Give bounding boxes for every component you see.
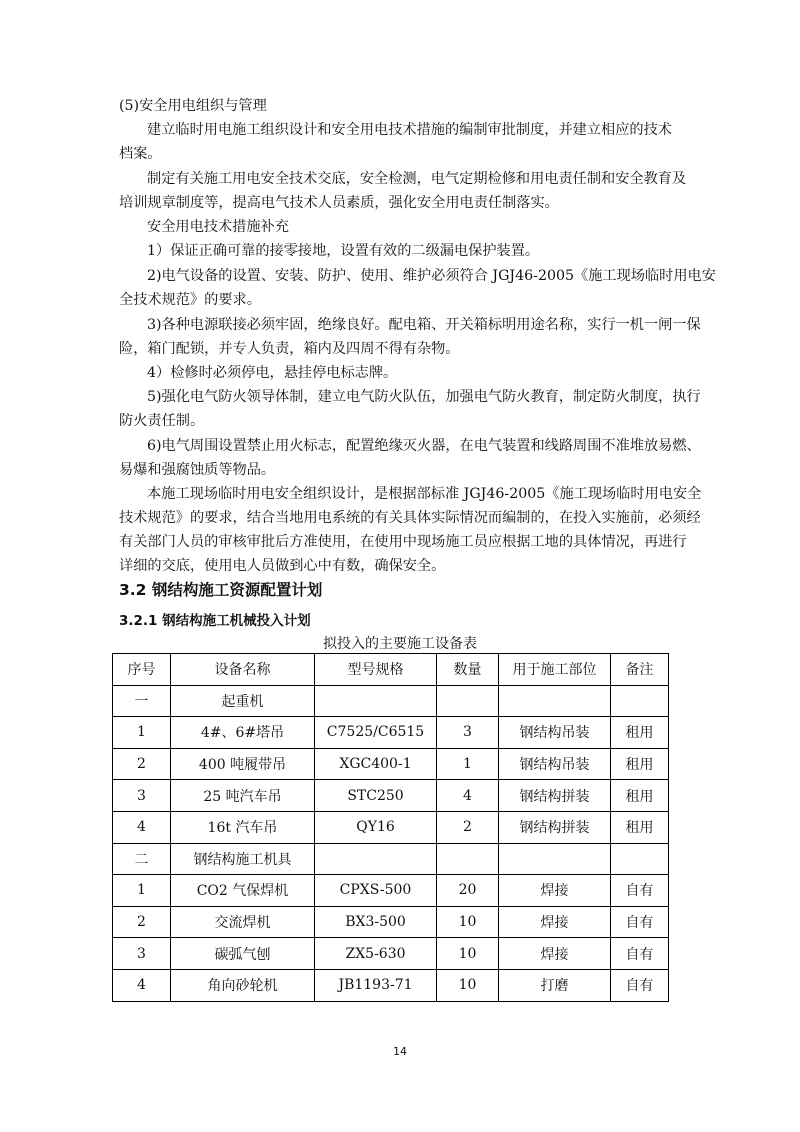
paragraph-safety-rules: 制定有关施工用电安全技术交底，安全检测，电气定期检修和用电责任制和安全教育及 培训规章制度等，提高电气技术人员素质，强化安全用电责任制落实。 xyxy=(119,171,687,211)
section-5-heading: (5)安全用电组织与管理 xyxy=(119,98,267,114)
table-row xyxy=(113,780,669,812)
section-3-2-1-heading: 3.2.1 钢结构施工机械投入计划 xyxy=(119,613,311,629)
group-name: 起重机 xyxy=(171,685,315,717)
measure-item-6: 6)电气周围设置禁止用火标志，配置绝缘灭火器，在电气装置和线路周围不准堆放易燃、 易爆和强腐蚀质等物品。 xyxy=(119,438,701,478)
cell-remark: 自有 xyxy=(611,938,669,970)
header-usage: 用于施工部位 xyxy=(499,654,611,686)
measure-item-3: 3)各种电源联接必须牢固，绝缘良好。配电箱、开关箱标明用途名称，实行一机一闸一保 险，箱门配锁，并专人负责，箱内及四周不得有杂物。 xyxy=(119,317,701,357)
cell-usage: 焊接 xyxy=(499,906,611,938)
table-row xyxy=(113,969,669,1001)
header-model: 型号规格 xyxy=(315,654,437,686)
cell-model: BX3-500 xyxy=(315,906,437,938)
section-3-2-heading: 3.2 钢结构施工资源配置计划 xyxy=(119,581,323,599)
cell-model: XGC400-1 xyxy=(315,748,437,780)
table-row xyxy=(113,811,669,843)
measure-item-1: 1）保证正确可靠的接零接地，设置有效的二级漏电保护装置。 xyxy=(147,243,540,259)
cell-quantity: 10 xyxy=(437,969,499,1001)
group-index: 一 xyxy=(113,685,171,717)
cell-usage: 钢结构拼装 xyxy=(499,811,611,843)
cell-index: 4 xyxy=(113,811,171,843)
cell-index: 1 xyxy=(113,717,171,749)
cell-model: C7525/C6515 xyxy=(315,717,437,749)
cell-index: 2 xyxy=(113,748,171,780)
table-row xyxy=(113,748,669,780)
cell-model: ZX5-630 xyxy=(315,938,437,970)
cell-equipment-name: 交流焊机 xyxy=(171,906,315,938)
group-index: 二 xyxy=(113,843,171,875)
cell-remark: 租用 xyxy=(611,748,669,780)
cell-quantity: 3 xyxy=(437,717,499,749)
table-row xyxy=(113,906,669,938)
cell-usage: 钢结构吊装 xyxy=(499,717,611,749)
cell-quantity: 1 xyxy=(437,748,499,780)
measure-item-2: 2)电气设备的设置、安装、防护、使用、维护必须符合 JGJ46-2005《施工现场临时用电安 全技术规范》的要求。 xyxy=(119,268,716,308)
equipment-table xyxy=(112,653,669,1002)
cell-usage: 钢结构拼装 xyxy=(499,780,611,812)
cell-usage: 焊接 xyxy=(499,938,611,970)
cell-quantity: 10 xyxy=(437,906,499,938)
header-remark: 备注 xyxy=(611,654,669,686)
cell-usage: 打磨 xyxy=(499,969,611,1001)
cell-equipment-name: 碳弧气刨 xyxy=(171,938,315,970)
table-header-row xyxy=(113,654,669,686)
cell-remark: 自有 xyxy=(611,906,669,938)
header-quantity: 数量 xyxy=(437,654,499,686)
table-row xyxy=(113,875,669,907)
cell-remark: 租用 xyxy=(611,811,669,843)
paragraph-conclusion: 本施工现场临时用电安全组织设计，是根据部标准 JGJ46-2005《施工现场临时用电安全 技术规范》的要求，结合当地用电系统的有关具体实际情况而编制的，在投入实施前，必须经 有关部门人员的审核审批后方准使用，在使用中现场施工员应根据工地的具体情况，再进行 详细的交底，使用电人员做到心中有数，确保安全。 xyxy=(119,486,702,574)
cell-equipment-name: CO2 气保焊机 xyxy=(171,875,315,907)
group-row-cranes xyxy=(113,685,669,717)
cell-model: CPXS-500 xyxy=(315,875,437,907)
supplement-title: 安全用电技术措施补充 xyxy=(147,219,289,235)
cell-equipment-name: 4#、6#塔吊 xyxy=(171,717,315,749)
cell-model: STC250 xyxy=(315,780,437,812)
cell-usage: 焊接 xyxy=(499,875,611,907)
page-number: 14 xyxy=(393,1045,407,1058)
measure-item-5: 5)强化电气防火领导体制，建立电气防火队伍，加强电气防火教育，制定防火制度，执行 防火责任制。 xyxy=(119,389,701,429)
cell-index: 2 xyxy=(113,906,171,938)
cell-model: JB1193-71 xyxy=(315,969,437,1001)
cell-usage: 钢结构吊装 xyxy=(499,748,611,780)
cell-remark: 租用 xyxy=(611,717,669,749)
cell-remark: 自有 xyxy=(611,969,669,1001)
cell-index: 3 xyxy=(113,780,171,812)
cell-model: QY16 xyxy=(315,811,437,843)
cell-equipment-name: 25 吨汽车吊 xyxy=(171,780,315,812)
cell-quantity: 10 xyxy=(437,938,499,970)
header-equipment-name: 设备名称 xyxy=(171,654,315,686)
cell-equipment-name: 16t 汽车吊 xyxy=(171,811,315,843)
cell-remark: 租用 xyxy=(611,780,669,812)
cell-index: 3 xyxy=(113,938,171,970)
cell-quantity: 4 xyxy=(437,780,499,812)
group-row-steel-tools xyxy=(113,843,669,875)
cell-index: 1 xyxy=(113,875,171,907)
cell-equipment-name: 角向砂轮机 xyxy=(171,969,315,1001)
cell-quantity: 20 xyxy=(437,875,499,907)
group-name: 钢结构施工机具 xyxy=(171,843,315,875)
cell-index: 4 xyxy=(113,969,171,1001)
paragraph-approval-system: 建立临时用电施工组织设计和安全用电技术措施的编制审批制度，并建立相应的技术 档案。 xyxy=(119,122,672,162)
cell-quantity: 2 xyxy=(437,811,499,843)
measure-item-4: 4）检修时必须停电，悬挂停电标志牌。 xyxy=(147,365,398,381)
table-row xyxy=(113,717,669,749)
table-caption: 拟投入的主要施工设备表 xyxy=(323,636,477,652)
cell-equipment-name: 400 吨履带吊 xyxy=(171,748,315,780)
cell-remark: 自有 xyxy=(611,875,669,907)
header-index: 序号 xyxy=(113,654,171,686)
table-row xyxy=(113,938,669,970)
